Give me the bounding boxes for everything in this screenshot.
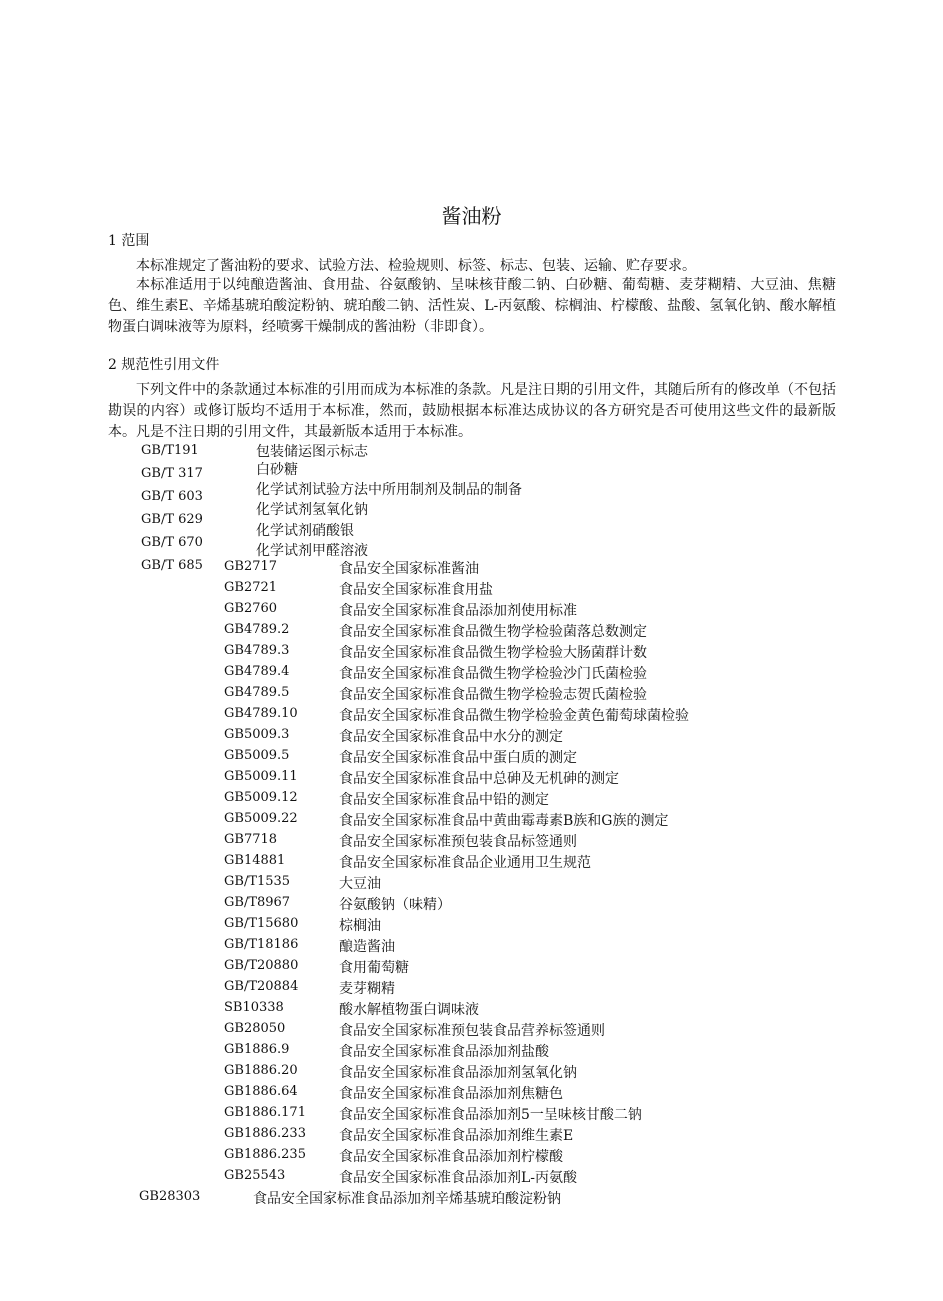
reference-name: 化学试剂试验方法中所用制剂及制品的制备 [256, 482, 522, 498]
reference-name: 白砂糖 [256, 462, 298, 478]
reference-row [0, 831, 920, 852]
reference-code: GB2760 [224, 601, 278, 616]
reference-name: 食品安全国家标准食品微生物学检验沙门氏菌检验 [339, 666, 647, 682]
reference-code: GB4789.4 [224, 664, 290, 679]
reference-row [0, 768, 920, 789]
reference-row [0, 1146, 920, 1167]
reference-row [0, 810, 920, 831]
reference-name: 食品安全国家标准食品微生物学检验大肠菌群计数 [339, 645, 647, 661]
reference-row [0, 789, 920, 810]
reference-code: GB5009.3 [224, 727, 290, 742]
section-1-paragraph-1: 本标准规定了酱油粉的要求、试验方法、检验规则、标签、标志、包装、运输、贮存要求。 [136, 258, 696, 274]
reference-row [0, 642, 920, 663]
reference-name: 食品安全国家标准食品中蛋白质的测定 [339, 750, 577, 766]
reference-code: GB/T 629 [141, 512, 203, 527]
reference-row [0, 1125, 920, 1146]
reference-row [0, 1041, 920, 1062]
reference-code: GB/T20880 [224, 958, 299, 973]
reference-name: 食品安全国家标准食品中黄曲霉毒素B族和G族的测定 [339, 813, 669, 829]
reference-row [0, 1104, 920, 1125]
reference-code: GB4789.5 [224, 685, 290, 700]
reference-code: GB14881 [224, 853, 286, 868]
reference-row [0, 999, 920, 1020]
section-1-paragraph-2: 本标准适用于以纯酿造酱油、食用盐、谷氨酸钠、呈味核苷酸二钠、白砂糖、葡萄糖、麦芽糊精、大豆油、焦糖色、维生素E、辛烯基琥珀酸淀粉钠、琥珀酸二钠、活性炭、L-丙氨酸、棕榈油、柠檬酸、盐酸、氢氧化钠、酸水解植物蛋白调味液等为原料，经喷雾干燥制成的酱油粉（非即食）。 [108, 277, 836, 335]
reference-row [0, 894, 920, 915]
reference-code: GB/T 670 [141, 535, 203, 550]
reference-code: GB1886.233 [224, 1126, 306, 1141]
reference-code: GB5009.22 [224, 811, 298, 826]
reference-row [0, 978, 920, 999]
reference-code: GB25543 [224, 1168, 286, 1183]
reference-code: GB/T15680 [224, 916, 299, 931]
reference-name: 食品安全国家标准食品添加剂焦糖色 [339, 1086, 563, 1102]
reference-name: 麦芽糊精 [339, 981, 395, 997]
section-2-heading: 2 规范性引用文件 [108, 357, 220, 373]
reference-row [0, 726, 920, 747]
reference-row [0, 1062, 920, 1083]
reference-code: GB/T20884 [224, 979, 299, 994]
reference-code: GB1886.64 [224, 1084, 298, 1099]
reference-name: 食品安全国家标准食品添加剂柠檬酸 [339, 1149, 563, 1165]
reference-name: 食品安全国家标准预包装食品营养标签通则 [339, 1023, 605, 1039]
section-2-paragraph-1: 下列文件中的条款通过本标准的引用而成为本标准的条款。凡是注日期的引用文件，其随后所有的修改单（不包括勘误的内容）或修订版均不适用于本标准，然而，鼓励根据本标准达成协议的各方研究是否可使用这些文件的最新版本。凡是不注日期的引用文件，其最新版本适用于本标准。 [108, 382, 836, 440]
reference-name: 食品安全国家标准食品微生物学检验菌落总数测定 [339, 624, 647, 640]
reference-name: 食品安全国家标准食品中铅的测定 [339, 792, 549, 808]
reference-code: GB4789.10 [224, 706, 298, 721]
reference-name: 大豆油 [339, 876, 381, 892]
reference-name: 酸水解植物蛋白调味液 [339, 1002, 479, 1018]
reference-name: 包装储运图示标志 [256, 444, 368, 460]
reference-code: GB7718 [224, 832, 278, 847]
reference-row [0, 663, 920, 684]
reference-row [0, 621, 920, 642]
reference-row [0, 1083, 920, 1104]
reference-name: 食用葡萄糖 [339, 960, 409, 976]
reference-code: GB1886.20 [224, 1063, 298, 1078]
reference-name: 食品安全国家标准食品添加剂盐酸 [339, 1044, 549, 1060]
reference-name: 食品安全国家标准食品添加剂辛烯基琥珀酸淀粉钠 [253, 1191, 561, 1207]
reference-name: 食品安全国家标准食品添加剂维生素E [339, 1128, 574, 1144]
reference-name: 食品安全国家标准食品添加剂L-丙氨酸 [339, 1170, 578, 1186]
reference-code: GB28303 [139, 1189, 201, 1204]
reference-code: GB/T1535 [224, 874, 291, 889]
document-title: 酱油粉 [441, 204, 502, 228]
reference-code: GB/T 685 [141, 558, 203, 573]
reference-row [0, 936, 920, 957]
reference-name: 谷氨酸钠（味精） [339, 897, 451, 913]
reference-code: GB5009.5 [224, 748, 290, 763]
reference-name: 棕榈油 [339, 918, 381, 934]
reference-name: 食品安全国家标准食品添加剂氢氧化钠 [339, 1065, 577, 1081]
reference-code: GB/T 603 [141, 489, 203, 504]
reference-code: GB/T 317 [141, 466, 203, 481]
reference-code: GB5009.11 [224, 769, 298, 784]
reference-name: 食品安全国家标准食品微生物学检验金黄色葡萄球菌检验 [339, 708, 689, 724]
reference-name: 食品安全国家标准食用盐 [339, 582, 493, 598]
reference-row [0, 1188, 920, 1209]
reference-name: 食品安全国家标准食品中总砷及无机砷的测定 [339, 771, 619, 787]
reference-row [0, 747, 920, 768]
reference-name: 食品安全国家标准食品添加剂使用标准 [339, 603, 577, 619]
reference-code: GB/T8967 [224, 895, 291, 910]
reference-row [0, 705, 920, 726]
reference-code: GB5009.12 [224, 790, 298, 805]
reference-name: 食品安全国家标准预包装食品标签通则 [339, 834, 577, 850]
reference-code: SB10338 [224, 1000, 284, 1015]
reference-code: GB2721 [224, 580, 278, 595]
reference-row [0, 957, 920, 978]
reference-name: 化学试剂氢氧化钠 [256, 502, 368, 518]
reference-code: GB1886.235 [224, 1147, 306, 1162]
reference-code: GB1886.171 [224, 1105, 306, 1120]
reference-name: 食品安全国家标准酱油 [339, 561, 479, 577]
reference-row [0, 1167, 920, 1188]
reference-name: 化学试剂甲醛溶液 [256, 543, 368, 559]
reference-row [0, 1020, 920, 1041]
reference-code: GB28050 [224, 1021, 286, 1036]
reference-name: 食品安全国家标准食品添加剂5一呈味核甘酸二钠 [339, 1107, 642, 1123]
reference-row [0, 684, 920, 705]
reference-name: 食品安全国家标准食品微生物学检验志贺氏菌检验 [339, 687, 647, 703]
reference-row [0, 873, 920, 894]
reference-row [0, 852, 920, 873]
reference-code: GB/T191 [141, 443, 199, 458]
reference-code: GB4789.3 [224, 643, 290, 658]
reference-row [0, 579, 920, 600]
reference-code: GB/T18186 [224, 937, 299, 952]
reference-code: GB1886.9 [224, 1042, 290, 1057]
reference-name: 食品安全国家标准食品中水分的测定 [339, 729, 563, 745]
section-1-heading: 1 范围 [108, 233, 150, 249]
reference-name: 食品安全国家标准食品企业通用卫生规范 [339, 855, 591, 871]
reference-code: GB4789.2 [224, 622, 290, 637]
reference-code: GB2717 [224, 559, 278, 574]
reference-name: 酿造酱油 [339, 939, 395, 955]
reference-row [0, 915, 920, 936]
reference-name: 化学试剂硝酸银 [256, 523, 354, 539]
reference-row [0, 558, 920, 579]
reference-row [0, 600, 920, 621]
